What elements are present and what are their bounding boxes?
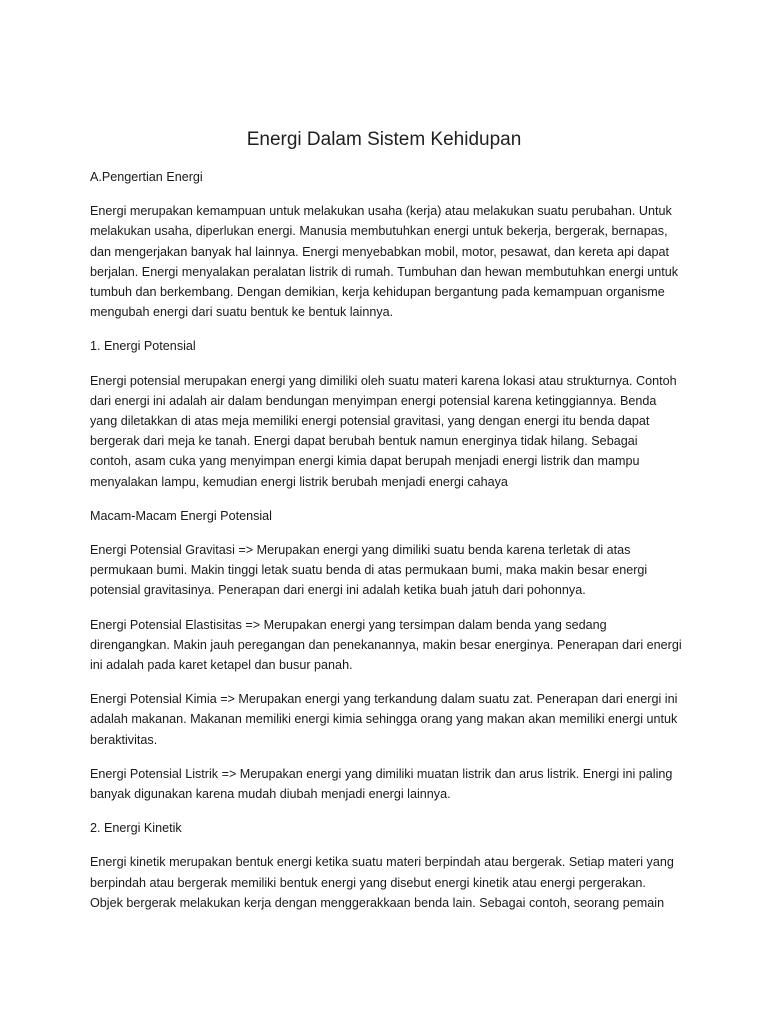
paragraph-potensial-kimia: Energi Potensial Kimia => Merupakan energi yang terkandung dalam suatu zat. Penerapan dari energi ini adalah makanan. Makanan memiliki energi kimia sehingga orang yang makan akan memiliki energi untuk beraktivitas. xyxy=(90,692,678,747)
section-heading-energi-kinetik: 2. Energi Kinetik xyxy=(90,821,182,836)
paragraph-potensial-listrik: Energi Potensial Listrik => Merupakan energi yang dimiliki muatan listrik dan arus listrik. Energi ini paling banyak digunakan karena mudah diubah menjadi energi lainnya. xyxy=(90,766,673,802)
paragraph-potensial-elastisitas: Energi Potensial Elastisitas => Merupakan energi yang tersimpan dalam benda yang sedang direngangkan. Makin jauh peregangan dan penekanannya, makin besar energinya. Penerapan dari energi ini adalah pada karet ketapel dan busur panah. xyxy=(90,617,682,673)
paragraph-energi-potensial: Energi potensial merupakan energi yang dimiliki oleh suatu materi karena lokasi atau strukturnya. Contoh dari energi ini adalah air dalam bendungan menyimpan energi potensial karena ketinggiannya. Benda yang diletakkan di atas meja memiliki energi potensial gravitasi, yang dengan energi itu benda dapat bergerak dari meja ke tanah. Energi dapat berubah bentuk namun energinya tidak hilang. Sebagai contoh, asam cuka yang menyimpan energi kimia dapat berupah menjadi energi listrik dan mampu menyalakan lampu, kemudian energi listrik berubah menjadi energi cahaya xyxy=(90,373,677,489)
document-body xyxy=(90,167,682,927)
paragraph-pengertian-energi: Energi merupakan kemampuan untuk melakukan usaha (kerja) atau melakukan suatu perubahan. Untuk melakukan usaha, diperlukan energi. Manusia membutuhkan energi untuk bekerja, bergerak, bernapas, dan mengerjakan banyak hal lainnya. Energi menyebabkan mobil, motor, pesawat, dan kereta api dapat berjalan. Energi menyalakan peralatan listrik di rumah. Tumbuhan dan hewan membutuhkan energi untuk tumbuh dan berkembang. Dengan demikian, kerja kehidupan bergantung pada kemampuan organisme mengubah energi dari suatu bentuk ke bentuk lainnya. xyxy=(90,204,679,320)
document-title: Energi Dalam Sistem Kehidupan xyxy=(246,129,522,150)
paragraph-potensial-gravitasi: Energi Potensial Gravitasi => Merupakan energi yang dimiliki suatu benda karena terletak di atas permukaan bumi. Makin tinggi letak suatu benda di atas permukaan bumi, maka makin besar energi potensial gravitasinya. Penerapan dari energi ini adalah ketika buah jatuh dari pohonnya. xyxy=(90,543,648,598)
section-heading-energi-potensial: 1. Energi Potensial xyxy=(90,339,196,354)
section-heading-pengertian: A.Pengertian Energi xyxy=(90,170,203,184)
section-heading-macam-energi-potensial: Macam-Macam Energi Potensial xyxy=(90,508,272,523)
paragraph-energi-kinetik: Energi kinetik merupakan bentuk energi ketika suatu materi berpindah atau bergerak. Setiap materi yang berpindah atau bergerak memiliki bentuk energi yang disebut energi kinetik atau energi pergerakan. Objek bergerak melakukan kerja dengan menggerakkaan benda lain. Sebagai contoh, seorang pemain xyxy=(90,855,674,910)
